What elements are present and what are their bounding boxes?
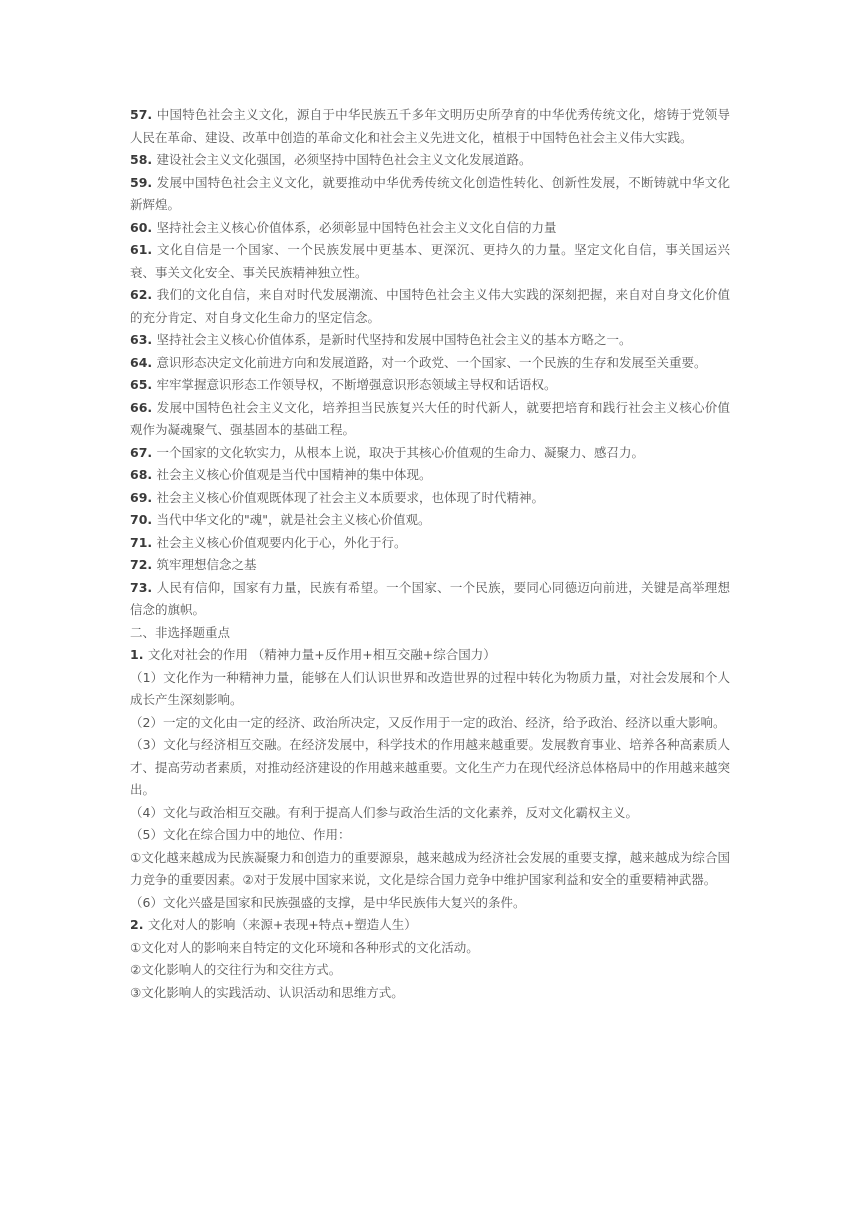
- topic-2-heading: [130, 914, 730, 937]
- item-number: 68.: [130, 467, 157, 482]
- item-71: [130, 532, 730, 555]
- item-73: [130, 577, 730, 622]
- topic-title: 文化对人的影响（来源+表现+特点+塑造人生）: [147, 917, 417, 932]
- item-72: [130, 554, 730, 577]
- item-number: 67.: [130, 444, 157, 460]
- item-61: [130, 239, 730, 284]
- item-69: [130, 487, 730, 510]
- item-text: 中国特色社会主义文化，源自于中华民族五千多年文明历史所孕育的中华优秀传统文化，熔铸于党领导人民在革命、建设、改革中创造的革命文化和社会主义先进文化，植根于中国特色社会主义伟大实践。: [130, 107, 730, 145]
- item-text: 发展中国特色社会主义文化，就要推动中华优秀传统文化创造性转化、创新性发展，不断铸就中华文化新辉煌。: [130, 174, 730, 212]
- item-text: 社会主义核心价值观是当代中国精神的集中体现。: [156, 467, 432, 482]
- item-62: [130, 284, 730, 329]
- item-number: 69.: [130, 489, 157, 505]
- topic-title: 文化对社会的作用 （精神力量+反作用+相互交融+综合国力）: [147, 647, 496, 662]
- item-57: [130, 104, 730, 149]
- item-number: 73.: [130, 579, 157, 595]
- item-text: 当代中华文化的"魂"，就是社会主义核心价值观。: [156, 512, 431, 527]
- item-number: 62.: [130, 287, 157, 302]
- item-59: [130, 172, 730, 217]
- item-65: [130, 374, 730, 397]
- item-number: 61.: [130, 242, 158, 257]
- item-number: 64.: [130, 354, 157, 370]
- topic-1-heading: [130, 644, 730, 667]
- item-number: 70.: [130, 512, 157, 527]
- item-66: [130, 397, 730, 442]
- item-63: [130, 329, 730, 352]
- item-number: 65.: [130, 377, 157, 392]
- item-text: 发展中国特色社会主义文化，培养担当民族复兴大任的时代新人，就要把培育和践行社会主义核心价值观作为凝魂聚气、强基固本的基础工程。: [130, 399, 730, 437]
- topic-1-point: （1）文化作为一种精神力量，能够在人们认识世界和改造世界的过程中转化为物质力量，对社会发展和个人成长产生深刻影响。: [130, 669, 730, 707]
- document-page: [130, 104, 730, 1004]
- item-text: 社会主义核心价值观既体现了社会主义本质要求，也体现了时代精神。: [156, 489, 545, 505]
- topic-number: 2.: [130, 917, 148, 932]
- item-number: 58.: [130, 152, 157, 167]
- item-text: 社会主义核心价值观要内化于心，外化于行。: [156, 534, 407, 550]
- topic-2-point: ①文化对人的影响来自特定的文化环境和各种形式的文化活动。: [130, 939, 479, 955]
- section-title: 二、非选择题重点: [130, 624, 231, 640]
- topic-1-point: ①文化越来越成为民族凝聚力和创造力的重要源泉，越来越成为经济社会发展的重要支撑，越来越成为综合国力竞争的重要因素。②对于发展中国家来说，文化是综合国力竞争中维护国家利益和安全的重要精神武器。: [130, 849, 730, 887]
- item-text: 筑牢理想信念之基: [156, 557, 257, 572]
- item-67: [130, 442, 730, 465]
- item-number: 57.: [130, 107, 157, 122]
- item-text: 文化自信是一个国家、一个民族发展中更基本、更深沉、更持久的力量。坚定文化自信，事关国运兴衰、事关文化安全、事关民族精神独立性。: [130, 242, 730, 280]
- item-number: 63.: [130, 332, 157, 347]
- item-number: 59.: [130, 174, 157, 190]
- item-number: 72.: [130, 557, 157, 572]
- item-number: 66.: [130, 399, 157, 415]
- item-text: 人民有信仰，国家有力量，民族有希望。一个国家、一个民族，要同心同德迈向前进，关键是高举理想信念的旗帜。: [130, 579, 730, 617]
- item-70: [130, 509, 730, 532]
- item-64: [130, 352, 730, 375]
- topic-1-point: （4）文化与政治相互交融。有利于提高人们参与政治生活的文化素养，反对文化霸权主义。: [130, 804, 638, 820]
- topic-2-point: ③文化影响人的实践活动、认识活动和思维方式。: [130, 984, 404, 1000]
- item-number: 71.: [130, 534, 157, 550]
- topic-1-point: （6）文化兴盛是国家和民族强盛的支撑，是中华民族伟大复兴的条件。: [130, 894, 526, 910]
- topic-2-point: ②文化影响人的交往行为和交往方式。: [130, 962, 342, 977]
- item-text: 一个国家的文化软实力，从根本上说，取决于其核心价值观的生命力、凝聚力、感召力。: [156, 444, 645, 460]
- item-68: [130, 464, 730, 487]
- topic-1-point: （3）文化与经济相互交融。在经济发展中，科学技术的作用越来越重要。发展教育事业、培养各种高素质人才、提高劳动者素质，对推动经济建设的作用越来越重要。文化生产力在现代经济总体格局中的作用越来越突出。: [130, 737, 731, 797]
- item-text: 牢牢掌握意识形态工作领导权，不断增强意识形态领域主导权和话语权。: [156, 377, 557, 392]
- topic-1-point: （2）一定的文化由一定的经济、政治所决定，又反作用于一定的政治、经济，给予政治、经济以重大影响。: [130, 714, 726, 730]
- item-text: 意识形态决定文化前进方向和发展道路，对一个政党、一个国家、一个民族的生存和发展至关重要。: [156, 354, 707, 370]
- topic-1-point: （5）文化在综合国力中的地位、作用：: [130, 827, 351, 842]
- topic-number: 1.: [130, 647, 148, 662]
- item-number: 60.: [130, 219, 157, 235]
- item-text: 我们的文化自信，来自对时代发展潮流、中国特色社会主义伟大实践的深刻把握，来自对自身文化价值的充分肯定、对自身文化生命力的坚定信念。: [130, 287, 730, 325]
- item-58: [130, 149, 730, 172]
- item-text: 建设社会主义文化强国，必须坚持中国特色社会主义文化发展道路。: [156, 152, 532, 167]
- item-text: 坚持社会主义核心价值体系，是新时代坚持和发展中国特色社会主义的基本方略之一。: [156, 332, 632, 347]
- item-text: 坚持社会主义核心价值体系，必须彰显中国特色社会主义文化自信的力量: [156, 219, 557, 235]
- item-60: [130, 217, 730, 240]
